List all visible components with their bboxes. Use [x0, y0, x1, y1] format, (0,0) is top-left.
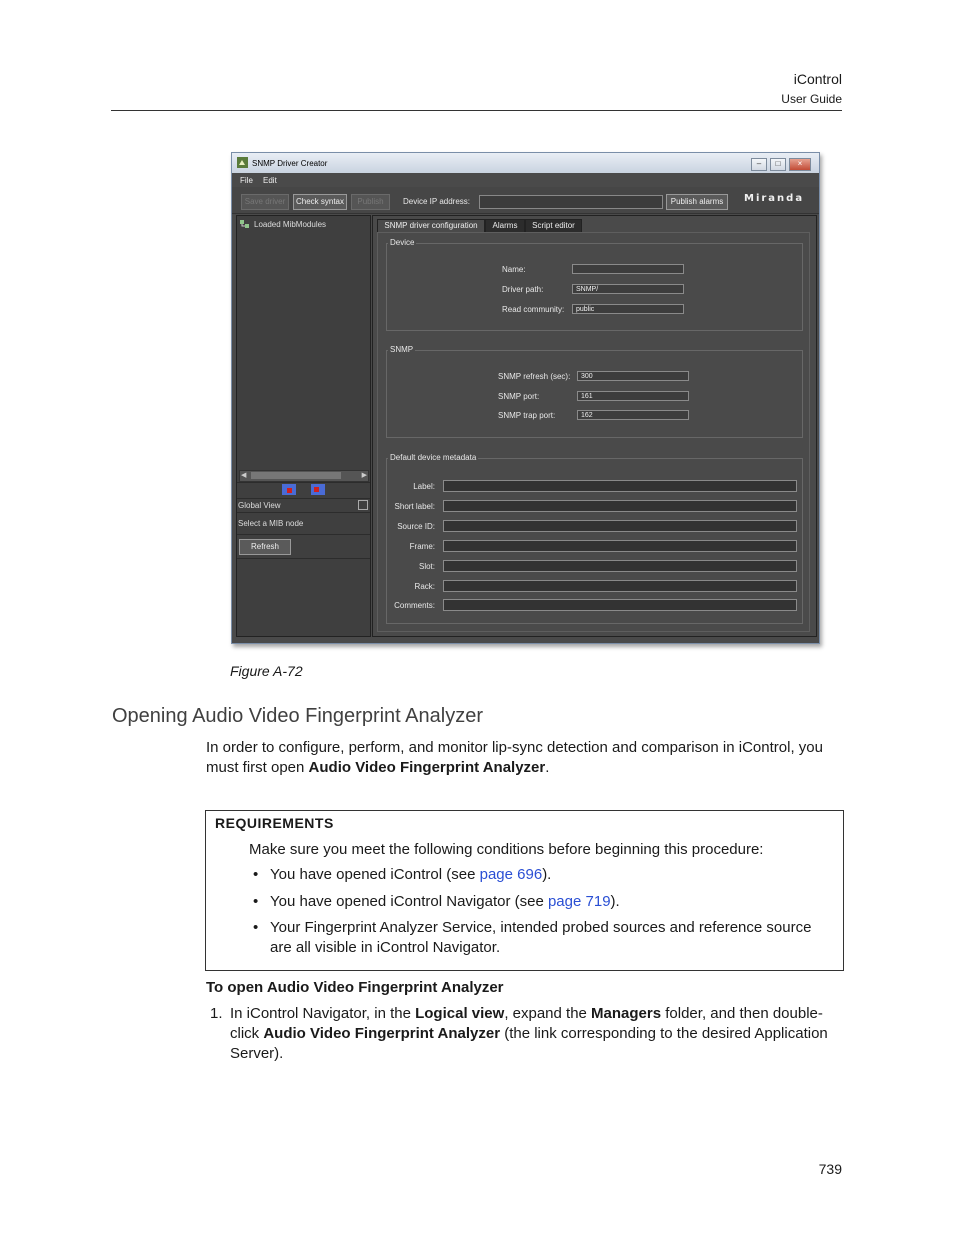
device-ip-input[interactable] [479, 195, 663, 209]
tree-root-loaded-mibmodules[interactable]: Loaded MibModules [254, 220, 327, 229]
requirement-item [253, 865, 552, 885]
menu-edit[interactable]: Edit [263, 176, 277, 185]
step-text: (the link corresponding to the desired Application Server). [230, 1025, 828, 1062]
driver-path-input[interactable]: SNMP/ [572, 284, 684, 294]
device-ip-label: Device IP address: [403, 197, 470, 206]
horizontal-scrollbar[interactable] [239, 470, 369, 482]
requirement-text-end: ). [610, 893, 620, 910]
metadata-group-title: Default device metadata [390, 453, 477, 462]
section-title: Opening Audio Video Fingerprint Analyzer [112, 705, 483, 727]
select-mib-node-label: Select a MIB node [238, 519, 304, 528]
toolbar [232, 187, 819, 214]
tab-alarms[interactable]: Alarms [485, 219, 525, 233]
tab-content [377, 232, 810, 632]
bullet-icon: • [253, 893, 259, 910]
device-group [386, 238, 803, 331]
scroll-left-icon[interactable]: ◀ [241, 472, 247, 479]
header-doc-title: User Guide [781, 92, 842, 106]
intro-paragraph [206, 738, 846, 778]
divider [237, 482, 370, 483]
tree-node-icon [240, 220, 250, 229]
view-toggle-icon-1[interactable] [282, 484, 296, 495]
comments-input[interactable] [443, 599, 797, 611]
rack-label: Rack: [414, 582, 435, 591]
source-id-label: Source ID: [397, 522, 435, 531]
page-719-link[interactable]: page 719 [547, 893, 611, 910]
requirements-intro: Make sure you meet the following conditions before beginning this procedure: [249, 841, 764, 858]
snmp-refresh-input[interactable]: 300 [577, 371, 689, 381]
snmp-group [386, 345, 803, 438]
divider [237, 534, 370, 535]
step-number: 1. [210, 1005, 223, 1022]
short-label-input[interactable] [443, 500, 797, 512]
requirement-item [253, 918, 836, 958]
step-text: , expand the [504, 1005, 592, 1022]
check-syntax-button[interactable]: Check syntax [293, 194, 347, 210]
requirement-item [253, 892, 620, 912]
step-text: folder, and then double-click [230, 1005, 823, 1042]
label-input[interactable] [443, 480, 797, 492]
snmp-driver-creator-window [231, 152, 820, 644]
global-view-label: Global View [238, 501, 281, 510]
menu-bar [232, 173, 819, 187]
snmp-port-input[interactable]: 161 [577, 391, 689, 401]
device-group-title: Device [390, 238, 415, 247]
requirement-text: You have opened iControl (see [270, 866, 480, 883]
read-community-label: Read community: [502, 305, 565, 314]
slot-label: Slot: [418, 562, 435, 571]
header-product: iControl [793, 71, 842, 87]
requirement-text-end: ). [542, 866, 552, 883]
divider [237, 512, 370, 513]
source-id-input[interactable] [443, 520, 797, 532]
bullet-icon: • [253, 866, 259, 883]
mib-tree-pane [236, 215, 371, 637]
name-input[interactable] [572, 264, 684, 274]
tab-snmp-driver-configuration[interactable]: SNMP driver configuration [377, 219, 485, 232]
save-driver-button[interactable]: Save driver [241, 194, 289, 210]
driver-path-label: Driver path: [502, 285, 544, 294]
snmp-refresh-label: SNMP refresh (sec): [498, 372, 571, 381]
frame-label: Frame: [409, 542, 435, 551]
miranda-logo: Miranda [744, 193, 805, 204]
scroll-right-icon[interactable]: ▶ [361, 472, 367, 479]
snmp-port-label: SNMP port: [498, 392, 540, 401]
requirement-text: Your Fingerprint Analyzer Service, intended probed sources and reference source are all visible in iControl Navigator. [270, 919, 812, 956]
intro-bold: Audio Video Fingerprint Analyzer [308, 759, 546, 776]
divider [237, 498, 370, 499]
figure-caption: Figure A-72 [230, 663, 303, 679]
publish-button[interactable]: Publish [351, 194, 390, 210]
requirements-title: REQUIREMENTS [215, 815, 334, 831]
page-696-link[interactable]: page 696 [479, 866, 543, 883]
read-community-input[interactable]: public [572, 304, 684, 314]
publish-alarms-button[interactable]: Publish alarms [666, 194, 728, 210]
close-icon[interactable]: × [789, 158, 811, 171]
step-bold-managers: Managers [591, 1005, 662, 1022]
requirement-text: You have opened iControl Navigator (see [270, 893, 548, 910]
step-text: In iControl Navigator, in the [230, 1005, 416, 1022]
refresh-button[interactable]: Refresh [239, 539, 291, 555]
rack-input[interactable] [443, 580, 797, 592]
scrollbar-thumb[interactable] [251, 472, 341, 479]
page-number: 739 [818, 1161, 842, 1177]
divider [237, 558, 370, 559]
procedure-title: To open Audio Video Fingerprint Analyzer [206, 979, 504, 996]
intro-text: In order to configure, perform, and monitor lip-sync detection and comparison in iControl, you must first open [206, 739, 823, 776]
menu-file[interactable]: File [240, 176, 253, 185]
snmp-group-title: SNMP [390, 345, 414, 354]
bullet-icon: • [253, 919, 259, 936]
intro-end: . [545, 759, 550, 776]
tab-script-editor[interactable]: Script editor [525, 219, 582, 233]
short-label-label: Short label: [394, 502, 435, 511]
step-bold-logical-view: Logical view [415, 1005, 505, 1022]
name-label: Name: [502, 265, 526, 274]
header-rule [111, 110, 842, 111]
global-view-checkbox[interactable] [358, 500, 368, 510]
label-label: Label: [413, 482, 435, 491]
title-bar [232, 153, 819, 173]
default-device-metadata-group [386, 453, 803, 624]
slot-input[interactable] [443, 560, 797, 572]
procedure-step-1 [206, 1004, 846, 1064]
frame-input[interactable] [443, 540, 797, 552]
requirements-box [205, 810, 844, 971]
maximize-icon[interactable]: □ [770, 158, 786, 171]
minimize-icon[interactable]: – [751, 158, 767, 171]
window-title: SNMP Driver Creator [252, 159, 328, 168]
app-icon [237, 157, 248, 168]
step-bold-analyzer: Audio Video Fingerprint Analyzer [263, 1025, 501, 1042]
snmp-trap-port-label: SNMP trap port: [498, 411, 556, 420]
driver-config-pane [372, 215, 817, 637]
view-toggle-icon-2[interactable] [311, 484, 325, 495]
comments-label: Comments: [394, 601, 435, 610]
snmp-trap-port-input[interactable]: 162 [577, 410, 689, 420]
